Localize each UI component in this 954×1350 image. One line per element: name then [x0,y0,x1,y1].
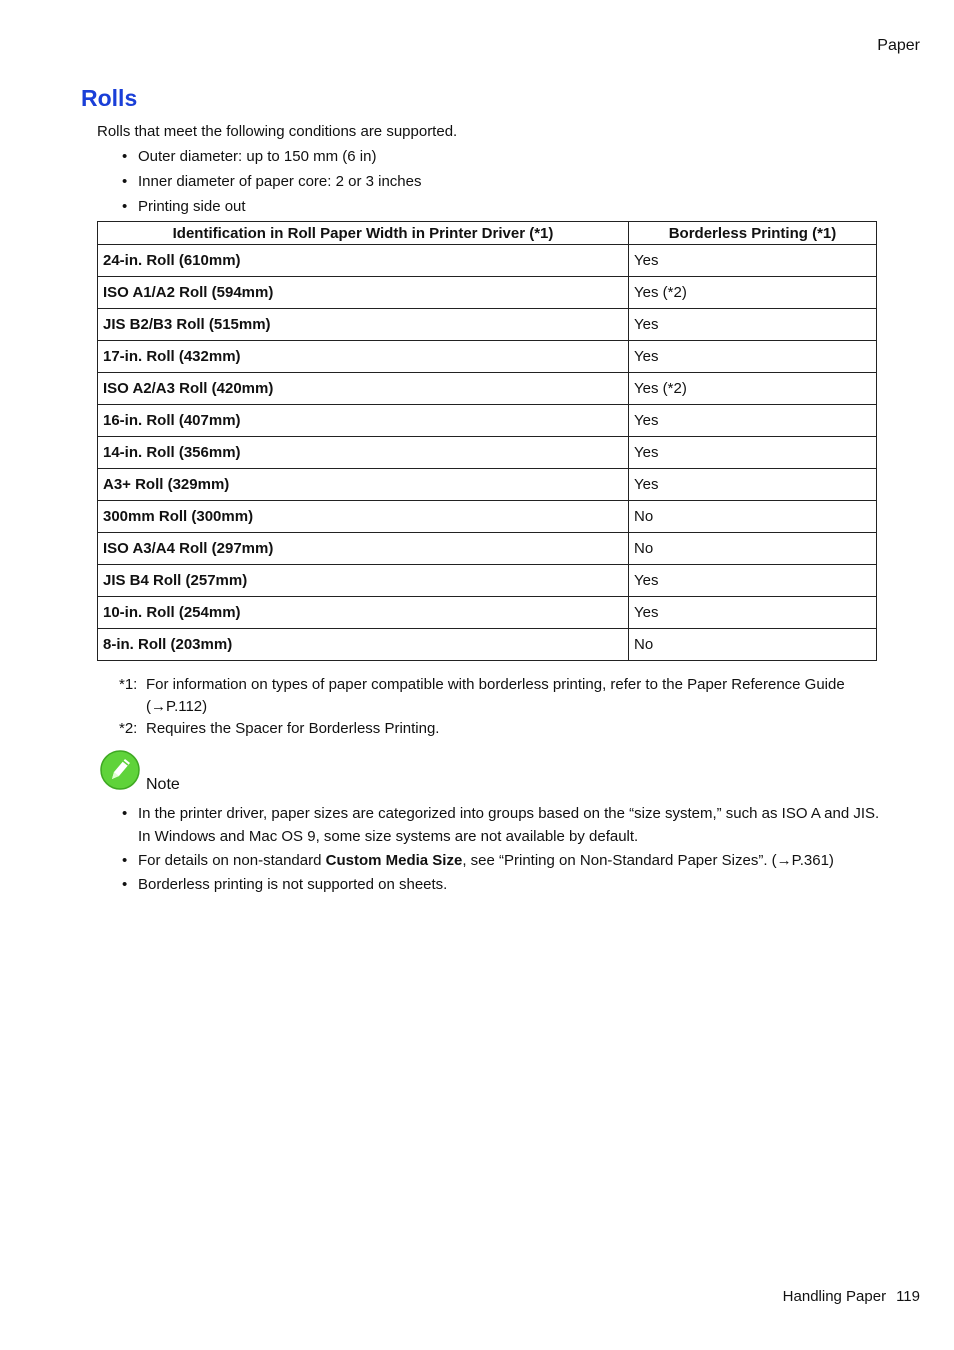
table-row [98,373,877,405]
borderless-cell: Yes [629,309,877,341]
note-text: Borderless printing is not supported on sheets. [138,876,448,893]
footnotes [119,674,879,740]
page-number: 119 [896,1288,920,1305]
borderless-cell: Yes (*2) [629,373,877,405]
borderless-cell: Yes [629,469,877,501]
table-row [98,341,877,373]
list-item [122,849,892,872]
table-row [98,533,877,565]
borderless-cell: Yes [629,565,877,597]
table-row [98,245,877,277]
borderless-cell: No [629,533,877,565]
borderless-cell: No [629,629,877,661]
table-row [98,309,877,341]
note-text: , see “Printing on Non-Standard Paper Sizes”. (→P.361) [462,852,834,869]
roll-name-cell: A3+ Roll (329mm) [98,469,629,501]
roll-name-cell: JIS B2/B3 Roll (515mm) [98,309,629,341]
roll-name-cell: ISO A3/A4 Roll (297mm) [98,533,629,565]
note-text: In the printer driver, paper sizes are categorized into groups based on the “size system,” such as ISO A and JIS. In Windows and Mac OS 9, some size systems are not available by default. [138,805,880,845]
roll-name-cell: JIS B4 Roll (257mm) [98,565,629,597]
table-row [98,597,877,629]
note-text: For details on non-standard [138,852,326,869]
footnote-mark: *1: [119,676,138,693]
borderless-cell: Yes [629,341,877,373]
conditions-list [122,147,422,222]
column-header: Borderless Printing (*1) [629,222,877,245]
table-header-row [98,222,877,245]
footnote [119,718,879,740]
column-header: Identification in Roll Paper Width in Printer Driver (*1) [98,222,629,245]
roll-name-cell: ISO A2/A3 Roll (420mm) [98,373,629,405]
roll-table [97,221,877,661]
roll-name-cell: 300mm Roll (300mm) [98,501,629,533]
footnote [119,674,879,718]
list-item: • Inner diameter of paper core: 2 or 3 inches [122,172,422,197]
table-row [98,565,877,597]
table-row [98,405,877,437]
table-row [98,277,877,309]
notes-list [122,802,892,897]
list-item [122,802,892,848]
borderless-cell: Yes [629,437,877,469]
note-emphasis: Custom Media Size [325,852,463,869]
roll-name-cell: 14-in. Roll (356mm) [98,437,629,469]
borderless-cell: Yes [629,245,877,277]
roll-name-cell: ISO A1/A2 Roll (594mm) [98,277,629,309]
roll-name-cell: 24-in. Roll (610mm) [98,245,629,277]
footnote-text: Requires the Spacer for Borderless Printing. [146,720,440,737]
borderless-cell: No [629,501,877,533]
roll-name-cell: 10-in. Roll (254mm) [98,597,629,629]
note-label: Note [146,776,180,793]
footer-chapter: Handling Paper [782,1288,887,1305]
section-title: Rolls [81,85,138,111]
list-item [122,873,892,896]
footnote-text: For information on types of paper compatible with borderless printing, refer to the Paper Reference Guide (→P.112) [146,676,845,715]
borderless-cell: Yes [629,597,877,629]
table-row [98,629,877,661]
footnote-mark: *2: [119,720,138,737]
intro-text: Rolls that meet the following conditions are supported. [97,123,458,140]
roll-name-cell: 8-in. Roll (203mm) [98,629,629,661]
table-row [98,437,877,469]
table-row [98,469,877,501]
roll-name-cell: 16-in. Roll (407mm) [98,405,629,437]
pencil-note-icon [100,750,140,790]
page-footer [773,1288,920,1305]
table-row [98,501,877,533]
list-item: • Outer diameter: up to 150 mm (6 in) [122,147,422,172]
borderless-cell: Yes [629,405,877,437]
list-item: • Printing side out [122,197,422,222]
running-header: Paper [877,37,920,54]
roll-name-cell: 17-in. Roll (432mm) [98,341,629,373]
borderless-cell: Yes (*2) [629,277,877,309]
